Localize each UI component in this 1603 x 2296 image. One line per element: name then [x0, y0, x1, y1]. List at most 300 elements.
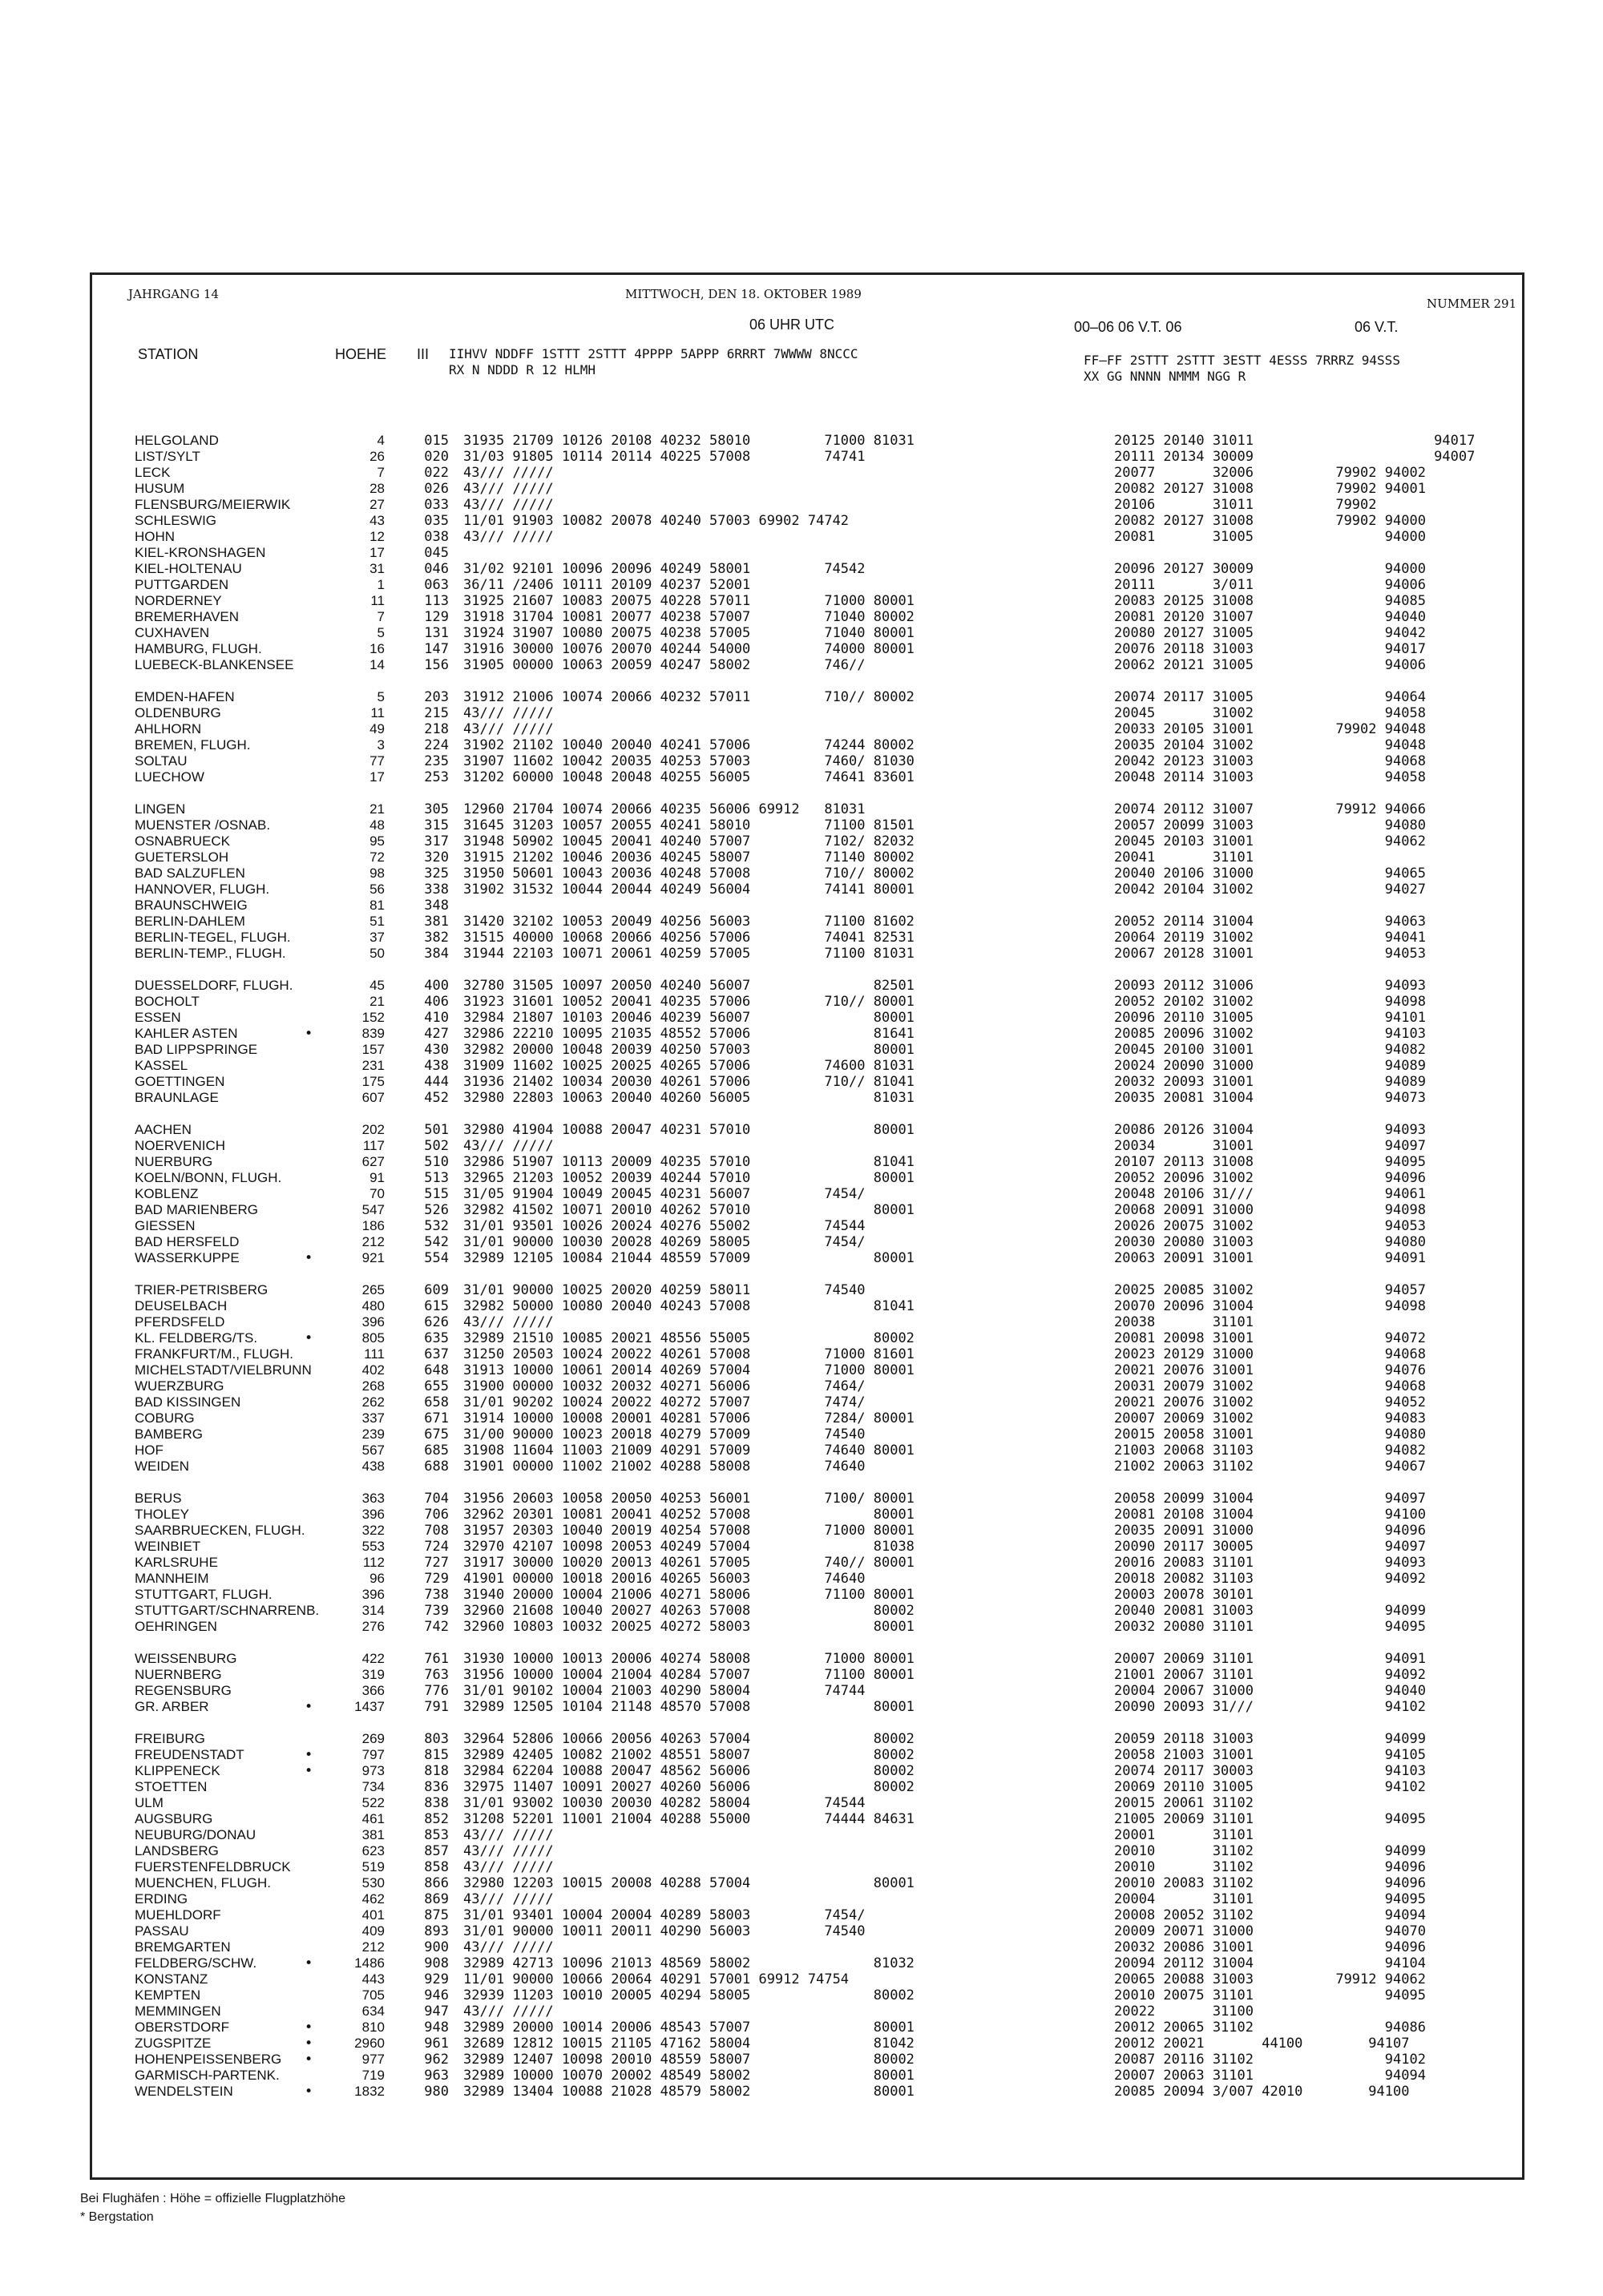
station-height: 26: [369, 449, 385, 464]
table-row: [0, 545, 1603, 561]
table-row: [0, 1939, 1603, 1955]
table-row: [0, 1042, 1603, 1058]
station-id: 739: [424, 1603, 449, 1619]
station-height: 4: [377, 433, 385, 448]
synop-groups: 43/// /////: [463, 721, 554, 737]
synop-groups: 32965 21203 10052 20039 40244 57010 80001: [463, 1170, 915, 1186]
extreme-groups: 20022 31100: [1114, 2003, 1254, 2020]
table-row: [0, 1667, 1603, 1683]
extreme-groups: 20081 20098 31001 94072: [1114, 1330, 1426, 1346]
station-height: 21: [369, 801, 385, 817]
station-name: STUTTGART/SCHNARRENB.: [135, 1603, 320, 1618]
extreme-groups: 20081 20108 31004 94100: [1114, 1507, 1426, 1523]
synop-groups: 31908 11604 11003 21009 40291 57009 74640 80001: [463, 1443, 915, 1459]
extreme-groups: 20031 20079 31002 94068: [1114, 1378, 1426, 1394]
table-row: [0, 1122, 1603, 1138]
station-height: 522: [361, 1795, 385, 1810]
station-name: WEISSENBURG: [135, 1651, 237, 1666]
mountain-station-marker: •: [305, 1250, 313, 1266]
station-id: 727: [424, 1555, 449, 1571]
synop-groups: 31/01 90000 10030 20028 40269 58005 7454/: [463, 1234, 866, 1250]
synop-groups: 43/// /////: [463, 2003, 554, 2020]
station-id: 724: [424, 1539, 449, 1555]
station-height: 186: [361, 1218, 385, 1233]
station-id: 929: [424, 1971, 449, 1987]
station-id: 317: [424, 833, 449, 849]
extreme-groups: 20082 20127 31008 79902 94001: [1114, 481, 1426, 497]
extreme-groups: 20076 20118 31003 94017: [1114, 641, 1426, 657]
synop-groups: 32960 21608 10040 20027 40263 57008 80002: [463, 1603, 915, 1619]
station-height: 366: [361, 1683, 385, 1698]
extreme-groups: 20058 21003 31001 94105: [1114, 1747, 1426, 1763]
station-height: 152: [361, 1010, 385, 1025]
station-height: 1486: [354, 1955, 385, 1971]
synop-groups: 11/01 91903 10082 20078 40240 57003 69902 74742: [463, 513, 850, 529]
extreme-groups: 20035 20104 31002 94048: [1114, 737, 1426, 753]
table-row: [0, 1026, 1603, 1042]
station-height: 314: [361, 1603, 385, 1618]
table-row: [0, 1795, 1603, 1811]
synop-groups: 32980 41904 10088 20047 40231 57010 80001: [463, 1122, 915, 1138]
synop-groups: 31/01 93401 10004 20004 40289 58003 7454/: [463, 1907, 866, 1923]
extreme-groups: 20010 20075 31101 94095: [1114, 1987, 1426, 2003]
synop-groups: 32989 21510 10085 20021 48556 55005 80002: [463, 1330, 915, 1346]
station-name: FUERSTENFELDBRUCK: [135, 1859, 291, 1874]
extreme-groups: 20018 20082 31103 94092: [1114, 1571, 1426, 1587]
station-id: 961: [424, 2036, 449, 2052]
table-row: [0, 882, 1603, 898]
station-height: 363: [361, 1491, 385, 1506]
extreme-groups: 20010 20083 31102 94096: [1114, 1875, 1426, 1891]
station-id: 609: [424, 1282, 449, 1298]
table-row: [0, 1555, 1603, 1571]
synop-groups: 32982 50000 10080 20040 40243 57008 81041: [463, 1298, 915, 1314]
table-row: [0, 1314, 1603, 1330]
date-label: MITTWOCH, DEN 18. OKTOBER 1989: [625, 287, 862, 301]
station-id: 554: [424, 1250, 449, 1266]
station-id: 320: [424, 849, 449, 866]
station-name: EMDEN-HAFEN: [135, 689, 235, 704]
synop-groups: 31/05 91904 10049 20045 40231 56007 7454/: [463, 1186, 866, 1202]
station-id: 384: [424, 946, 449, 962]
table-row: [0, 1891, 1603, 1907]
table-row: [0, 833, 1603, 849]
table-row: [0, 1587, 1603, 1603]
station-id: 893: [424, 1923, 449, 1939]
mountain-station-marker: •: [305, 2084, 313, 2100]
station-name: GARMISCH-PARTENK.: [135, 2068, 280, 2083]
station-name: ESSEN: [135, 1010, 181, 1025]
synop-groups: 31916 30000 10076 20070 40244 54000 74000 80001: [463, 641, 915, 657]
station-name: MUEHLDORF: [135, 1907, 221, 1923]
mountain-station-marker: •: [305, 2020, 313, 2036]
synop-groups: 32986 51907 10113 20009 40235 57010 81041: [463, 1154, 915, 1170]
station-height: 27: [369, 497, 385, 512]
station-name: BAMBERG: [135, 1426, 204, 1442]
extreme-groups: 20094 20112 31004 94104: [1114, 1955, 1426, 1971]
station-height: 43: [369, 513, 385, 528]
station-id: 438: [424, 1058, 449, 1074]
volume-label: JAHRGANG 14: [128, 287, 219, 301]
table-row: [0, 946, 1603, 962]
station-id: 685: [424, 1443, 449, 1459]
synop-groups: 31/01 90202 10024 20022 40272 57007 7474/: [463, 1394, 866, 1410]
station-id: 315: [424, 817, 449, 833]
station-height: 157: [361, 1042, 385, 1057]
extreme-groups: 20010 31102 94096: [1114, 1859, 1426, 1875]
station-name: OLDENBURG: [135, 705, 221, 720]
station-id: 215: [424, 705, 449, 721]
synop-groups: 31917 30000 10020 20013 40261 57005 740// 80001: [463, 1555, 915, 1571]
synop-groups: 31/01 93002 10030 20030 40282 58004 74544: [463, 1795, 866, 1811]
station-height: 921: [361, 1250, 385, 1265]
extreme-groups: 20082 20127 31008 79902 94000: [1114, 513, 1426, 529]
extreme-groups: 20045 20100 31001 94082: [1114, 1042, 1426, 1058]
station-name: KONSTANZ: [135, 1971, 208, 1987]
station-height: 319: [361, 1667, 385, 1682]
extreme-groups: 20040 20081 31003 94099: [1114, 1603, 1426, 1619]
table-row: [0, 1410, 1603, 1426]
synop-groups: 43/// /////: [463, 1314, 554, 1330]
table-row: [0, 769, 1603, 785]
extreme-groups: 20048 20106 31/// 94061: [1114, 1186, 1426, 1202]
extreme-groups: 20040 20106 31000 94065: [1114, 866, 1426, 882]
synop-groups: 31/02 92101 10096 20096 40249 58001 74542: [463, 561, 866, 577]
station-id: 866: [424, 1875, 449, 1891]
station-name: WENDELSTEIN: [135, 2084, 233, 2099]
station-height: 519: [361, 1859, 385, 1874]
synop-groups: 32970 42107 10098 20053 40249 57004 81038: [463, 1539, 915, 1555]
station-height: 1832: [354, 2084, 385, 2099]
station-height: 98: [369, 866, 385, 881]
synop-groups: 32962 20301 10081 20041 40252 57008 80001: [463, 1507, 915, 1523]
station-height: 401: [361, 1907, 385, 1923]
station-id: 738: [424, 1587, 449, 1603]
extreme-groups: 20074 20117 30003 94103: [1114, 1763, 1426, 1779]
extreme-groups: 20001 31101: [1114, 1827, 1254, 1843]
table-row: [0, 1202, 1603, 1218]
synop-groups: 32964 52806 10066 20056 40263 57004 80002: [463, 1731, 915, 1747]
station-id: 706: [424, 1507, 449, 1523]
station-id: 729: [424, 1571, 449, 1587]
station-height: 337: [361, 1410, 385, 1426]
station-height: 11: [370, 593, 385, 608]
station-name: COBURG: [135, 1410, 195, 1426]
station-id: 818: [424, 1763, 449, 1779]
table-row: [0, 1875, 1603, 1891]
table-row: [0, 866, 1603, 882]
synop-groups: 31924 31907 10080 20075 40238 57005 71040 80001: [463, 625, 915, 641]
extreme-groups: 20080 20127 31005 94042: [1114, 625, 1426, 641]
station-id: 406: [424, 994, 449, 1010]
table-row: [0, 1443, 1603, 1459]
extreme-groups: 20038 31101: [1114, 1314, 1254, 1330]
station-height: 973: [361, 1763, 385, 1778]
station-id: 444: [424, 1074, 449, 1090]
station-height: 262: [361, 1394, 385, 1410]
station-id: 253: [424, 769, 449, 785]
station-height: 111: [364, 1346, 385, 1362]
synop-groups: 43/// /////: [463, 481, 554, 497]
station-name: BREMGARTEN: [135, 1939, 231, 1955]
station-id: 015: [424, 433, 449, 449]
col-right-groups-2: XX GG NNNN NMMM NGG R: [1084, 369, 1246, 384]
station-name: OBERSTDORF: [135, 2020, 230, 2035]
table-row: [0, 737, 1603, 753]
footnote-airports: Bei Flughäfen : Höhe = offizielle Flugplatzhöhe: [80, 2192, 346, 2205]
station-id: 655: [424, 1378, 449, 1394]
mountain-station-marker: •: [305, 2036, 313, 2052]
synop-groups: 31/01 90102 10004 21003 40290 58004 74744: [463, 1683, 866, 1699]
extreme-groups: 20125 20140 31011 94017: [1114, 433, 1476, 449]
table-row: [0, 689, 1603, 705]
table-row: [0, 1603, 1603, 1619]
station-id: 235: [424, 753, 449, 769]
station-name: REGENSBURG: [135, 1683, 232, 1698]
table-row: [0, 2003, 1603, 2020]
station-id: 648: [424, 1362, 449, 1378]
table-row: [0, 1362, 1603, 1378]
station-id: 515: [424, 1186, 449, 1202]
extreme-groups: 20008 20052 31102 94094: [1114, 1907, 1426, 1923]
footnote-mountain: * Bergstation: [80, 2210, 154, 2224]
extreme-groups: 20085 20094 3/007 42010 94100: [1114, 2084, 1410, 2100]
table-row: [0, 1523, 1603, 1539]
extreme-groups: 20093 20112 31006 94093: [1114, 978, 1426, 994]
extreme-groups: 20052 20096 31002 94096: [1114, 1170, 1426, 1186]
station-id: 671: [424, 1410, 449, 1426]
synop-groups: 31900 00000 10032 20032 40271 56006 7464/: [463, 1378, 866, 1394]
table-row: [0, 657, 1603, 673]
station-height: 3: [377, 737, 385, 753]
table-row: [0, 1298, 1603, 1314]
table-row: [0, 641, 1603, 657]
station-name: MUENSTER /OSNAB.: [135, 817, 271, 833]
table-row: [0, 1699, 1603, 1715]
table-row: [0, 1234, 1603, 1250]
extreme-groups: 20032 20080 31101 94095: [1114, 1619, 1426, 1635]
station-height: 72: [369, 849, 385, 865]
station-name: BREMERHAVEN: [135, 609, 240, 624]
station-id: 948: [424, 2020, 449, 2036]
station-height: 530: [361, 1875, 385, 1890]
station-height: 567: [361, 1443, 385, 1458]
synop-groups: 31923 31601 10052 20041 40235 57006 710// 80001: [463, 994, 915, 1010]
extreme-groups: 20010 31102 94099: [1114, 1843, 1426, 1859]
synop-groups: 32989 10000 10070 20002 48549 58002 80001: [463, 2068, 915, 2084]
extreme-groups: 20016 20083 31101 94093: [1114, 1555, 1426, 1571]
station-name: NUERBURG: [135, 1154, 213, 1169]
station-height: 5: [377, 625, 385, 640]
station-name: WUERZBURG: [135, 1378, 224, 1394]
synop-groups: 43/// /////: [463, 1827, 554, 1843]
synop-groups: 31420 32102 10053 20049 40256 56003 71100 81602: [463, 914, 915, 930]
station-name: HOF: [135, 1443, 164, 1458]
col-hoehe: HOEHE: [335, 346, 387, 362]
station-height: 1: [377, 577, 385, 592]
station-height: 719: [361, 2068, 385, 2083]
station-height: 50: [369, 946, 385, 961]
station-height: 77: [369, 753, 385, 769]
synop-groups: 31914 10000 10008 20001 40281 57006 7284/ 80001: [463, 1410, 915, 1426]
table-row: [0, 497, 1603, 513]
station-height: 396: [361, 1507, 385, 1522]
synop-groups: 32989 13404 10088 21028 48579 58002 80001: [463, 2084, 915, 2100]
table-row: [0, 898, 1603, 914]
station-height: 265: [361, 1282, 385, 1297]
station-height: 839: [361, 1026, 385, 1041]
table-row: [0, 2084, 1603, 2100]
station-id: 410: [424, 1010, 449, 1026]
extreme-groups: 20042 20123 31003 94068: [1114, 753, 1426, 769]
synop-groups: 31935 21709 10126 20108 40232 58010 71000 81031: [463, 433, 915, 449]
mountain-station-marker: •: [305, 1330, 313, 1346]
station-name: PFERDSFELD: [135, 1314, 225, 1330]
station-id: 626: [424, 1314, 449, 1330]
extreme-groups: 20034 31001 94097: [1114, 1138, 1426, 1154]
extreme-groups: 20007 20069 31002 94083: [1114, 1410, 1426, 1426]
synop-groups: 43/// /////: [463, 465, 554, 481]
station-name: FLENSBURG/MEIERWIK: [135, 497, 291, 512]
extreme-groups: 20086 20126 31004 94093: [1114, 1122, 1426, 1138]
station-id: 742: [424, 1619, 449, 1635]
table-row: [0, 1827, 1603, 1843]
synop-groups: 32980 22803 10063 20040 40260 56005 81031: [463, 1090, 915, 1106]
synop-groups: 36/11 /2406 10111 20109 40237 52001: [463, 577, 751, 593]
station-id: 513: [424, 1170, 449, 1186]
mountain-station-marker: •: [305, 1955, 313, 1971]
station-height: 202: [361, 1122, 385, 1137]
synop-groups: 32984 21807 10103 20046 40239 56007 80001: [463, 1010, 915, 1026]
col-station: STATION: [138, 346, 199, 362]
station-id: 430: [424, 1042, 449, 1058]
mountain-station-marker: •: [305, 1699, 313, 1715]
table-row: [0, 721, 1603, 737]
synop-groups: 32984 62204 10088 20047 48562 56006 80002: [463, 1763, 915, 1779]
station-name: KIEL-KRONSHAGEN: [135, 545, 266, 560]
extreme-groups: 20074 20117 31005 94064: [1114, 689, 1426, 705]
extreme-groups: 20052 20102 31002 94098: [1114, 994, 1426, 1010]
table-row: [0, 1330, 1603, 1346]
station-name: AUGSBURG: [135, 1811, 213, 1826]
table-row: [0, 914, 1603, 930]
station-id: 305: [424, 801, 449, 817]
table-row: [0, 2020, 1603, 2036]
extreme-groups: 20032 20086 31001 94096: [1114, 1939, 1426, 1955]
table-row: [0, 481, 1603, 497]
extreme-groups: 20007 20069 31101 94091: [1114, 1651, 1426, 1667]
table-row: [0, 1154, 1603, 1170]
synop-groups: 12960 21704 10074 20066 40235 56006 69912 81031: [463, 801, 866, 817]
synop-groups: 31/01 90000 10011 20011 40290 56003 74540: [463, 1923, 866, 1939]
station-id: 224: [424, 737, 449, 753]
synop-groups: 43/// /////: [463, 705, 554, 721]
station-id: 761: [424, 1651, 449, 1667]
station-height: 7: [377, 465, 385, 480]
station-id: 637: [424, 1346, 449, 1362]
station-name: ERDING: [135, 1891, 188, 1907]
station-height: 462: [361, 1891, 385, 1907]
extreme-groups: 20070 20096 31004 94098: [1114, 1298, 1426, 1314]
station-id: 131: [424, 625, 449, 641]
station-id: 045: [424, 545, 449, 561]
synop-groups: 31902 31532 10044 20044 40249 56004 74141 80001: [463, 882, 915, 898]
extreme-groups: 21002 20063 31102 94067: [1114, 1459, 1426, 1475]
station-height: 17: [369, 769, 385, 785]
station-height: 268: [361, 1378, 385, 1394]
table-row: [0, 1683, 1603, 1699]
extreme-groups: 20106 31011 79902: [1114, 497, 1377, 513]
synop-groups: 43/// /////: [463, 1138, 554, 1154]
station-id: 325: [424, 866, 449, 882]
table-row: [0, 994, 1603, 1010]
station-name: BAD SALZUFLEN: [135, 866, 245, 881]
table-row: [0, 1571, 1603, 1587]
extreme-groups: 20081 31005 94000: [1114, 529, 1426, 545]
station-name: BAD KISSINGEN: [135, 1394, 241, 1410]
station-id: 838: [424, 1795, 449, 1811]
station-name: KL. FELDBERG/TS.: [135, 1330, 258, 1346]
station-height: 797: [361, 1747, 385, 1762]
station-id: 635: [424, 1330, 449, 1346]
station-name: WEIDEN: [135, 1459, 189, 1474]
station-id: 452: [424, 1090, 449, 1106]
extreme-groups: 21003 20068 31103 94082: [1114, 1443, 1426, 1459]
synop-groups: 31956 10000 10004 21004 40284 57007 71100 80001: [463, 1667, 915, 1683]
extreme-groups: 20021 20076 31002 94052: [1114, 1394, 1426, 1410]
table-row: [0, 849, 1603, 866]
table-row: [0, 625, 1603, 641]
station-name: GOETTINGEN: [135, 1074, 225, 1089]
station-height: 402: [361, 1362, 385, 1378]
extreme-groups: 20067 20128 31001 94053: [1114, 946, 1426, 962]
synop-groups: 32780 31505 10097 20050 40240 56007 82501: [463, 978, 915, 994]
station-height: 117: [362, 1138, 385, 1153]
table-row: [0, 529, 1603, 545]
station-name: PUTTGARDEN: [135, 577, 229, 592]
table-row: [0, 1250, 1603, 1266]
table-row: [0, 1074, 1603, 1090]
table-row: [0, 1955, 1603, 1971]
station-name: KLIPPENECK: [135, 1763, 220, 1778]
station-id: 763: [424, 1667, 449, 1683]
station-id: 113: [424, 593, 449, 609]
extreme-groups: 20077 32006 79902 94002: [1114, 465, 1426, 481]
synop-groups: 41901 00000 10018 20016 40265 56003 74640: [463, 1571, 866, 1587]
station-name: LUECHOW: [135, 769, 204, 785]
extreme-groups: 21005 20069 31101 94095: [1114, 1811, 1426, 1827]
table-row: [0, 465, 1603, 481]
synop-groups: 31208 52201 11001 21004 40288 55000 74444 84631: [463, 1811, 915, 1827]
mountain-station-marker: •: [305, 1026, 313, 1042]
synop-groups: 31956 20603 10058 20050 40253 56001 7100/ 80001: [463, 1491, 915, 1507]
station-name: FREUDENSTADT: [135, 1747, 244, 1762]
station-height: 810: [361, 2020, 385, 2035]
extreme-groups: 20032 20093 31001 94089: [1114, 1074, 1426, 1090]
station-id: 962: [424, 2052, 449, 2068]
synop-groups: 32989 20000 10014 20006 48543 57007 80001: [463, 2020, 915, 2036]
station-height: 443: [361, 1971, 385, 1987]
extreme-groups: 20083 20125 31008 94085: [1114, 593, 1426, 609]
extreme-groups: 20087 20116 31102 94102: [1114, 2052, 1426, 2068]
col-iii: III: [417, 346, 430, 362]
table-row: [0, 433, 1603, 449]
station-name: GIESSEN: [135, 1218, 196, 1233]
station-height: 56: [369, 882, 385, 897]
station-id: 853: [424, 1827, 449, 1843]
synop-groups: 31/01 93501 10026 20024 40276 55002 74544: [463, 1218, 866, 1234]
table-row: [0, 1507, 1603, 1523]
